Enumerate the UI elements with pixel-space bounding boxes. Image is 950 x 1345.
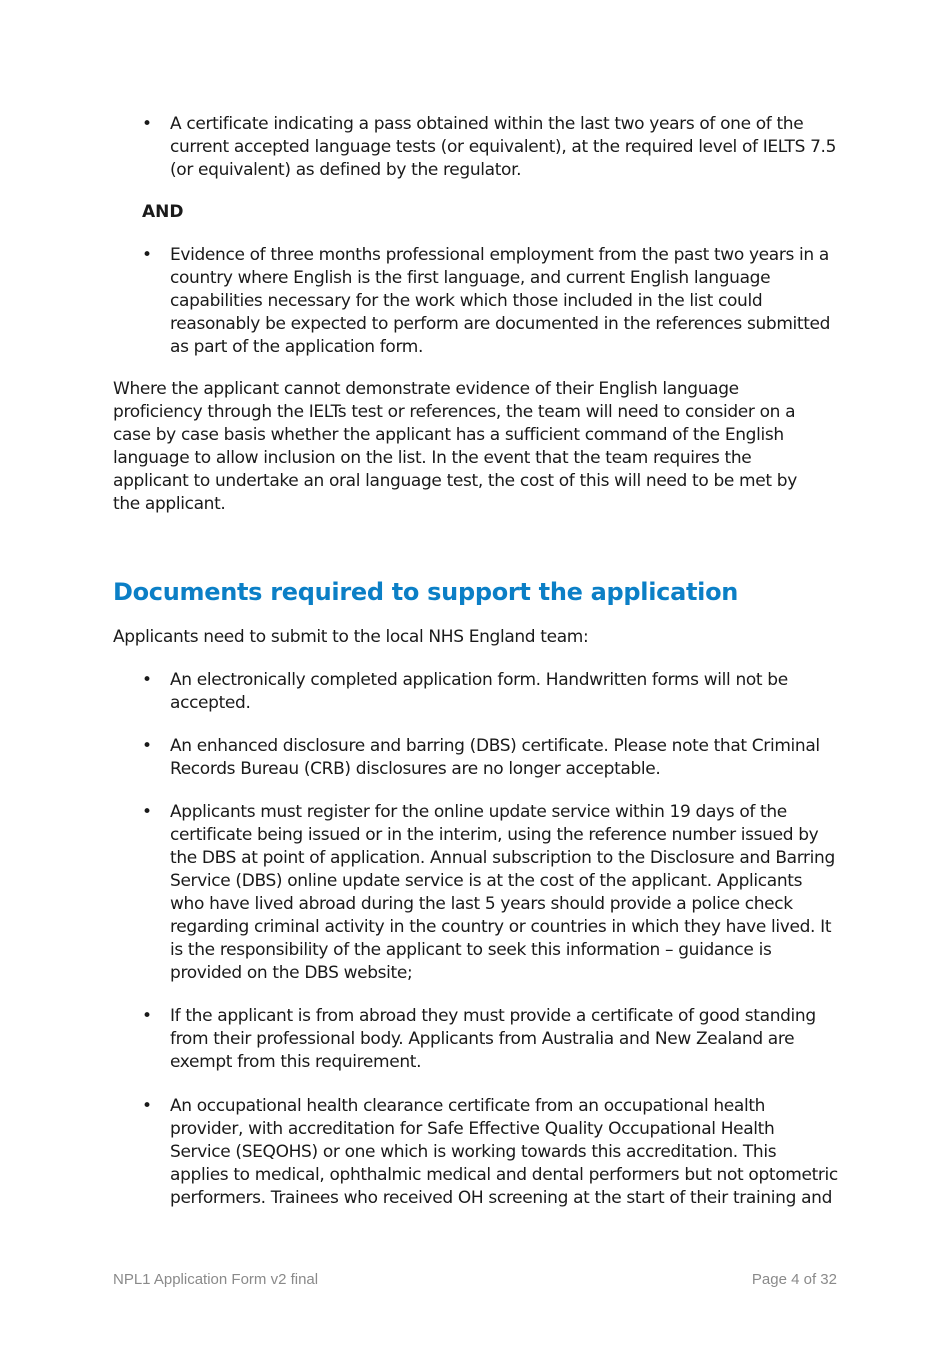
bullet-icon: •: [142, 245, 152, 265]
proficiency-paragraph: Where the applicant cannot demonstrate evidence of their English language proficiency through the IELTs test or references, the team will need to consider on a case by case basis whether the applicant has a sufficient command of the English language to allow inclusion on the list. In the event that the team requires the applicant to undertake an oral language test, the cost of this will need to be met by the applicant.: [113, 379, 797, 514]
list-item: [142, 1095, 838, 1210]
bullet-icon: •: [142, 1006, 152, 1026]
list-item: [142, 669, 838, 715]
list-item-text: If the applicant is from abroad they must provide a certificate of good standing from their professional body. Applicants from Australia and New Zealand are exempt from this requirement.: [170, 1006, 816, 1072]
list-item-text: A certificate indicating a pass obtained within the last two years of one of the current accepted language tests (or equivalent), at the required level of IELTS 7.5 (or equivalent) as defined by the regulator.: [170, 114, 837, 180]
section-intro: Applicants need to submit to the local NHS England team:: [113, 627, 589, 647]
bullet-icon: •: [142, 802, 152, 822]
list-item: [142, 1005, 838, 1074]
list-item-text: Applicants must register for the online update service within 19 days of the certificate being issued or in the interim, using the reference number issued by the DBS at point of application. Annual subscription to the Disclosure and Barring Service (DBS) online update service is at the cost of the applicant. Applicants who have lived abroad during the last 5 years should provide a police check regarding criminal activity in the country or countries in which they have lived. It is the responsibility of the applicant to seek this information – guidance is provided on the DBS website;: [170, 802, 835, 983]
and-label: AND: [142, 202, 184, 222]
footer-document-name: NPL1 Application Form v2 final: [113, 1271, 319, 1288]
list-item: [142, 801, 838, 985]
bullet-icon: •: [142, 1096, 152, 1116]
list-item: [142, 735, 838, 781]
list-item: [142, 244, 838, 359]
list-item-text: An occupational health clearance certificate from an occupational health provider, with accreditation for Safe Effective Quality Occupational Health Service (SEQOHS) or one which is working towards this accreditation. This applies to medical, ophthalmic medical and dental performers but not optometric performers. Trainees who received OH screening at the start of their training and: [170, 1096, 838, 1208]
bullet-icon: •: [142, 670, 152, 690]
list-item-text: Evidence of three months professional employment from the past two years in a country where English is the first language, and current English language capabilities necessary for the work which those included in the list could reasonably be expected to perform are documented in the references submitted as part of the application form.: [170, 245, 831, 357]
list-item: [142, 113, 838, 182]
footer-page-number: Page 4 of 32: [751, 1271, 837, 1288]
list-item-text: An enhanced disclosure and barring (DBS) certificate. Please note that Criminal Records Bureau (CRB) disclosures are no longer acceptable.: [170, 736, 820, 779]
list-item-text: An electronically completed application form. Handwritten forms will not be accepted.: [170, 670, 788, 713]
bullet-icon: •: [142, 114, 152, 134]
bullet-icon: •: [142, 736, 152, 756]
section-heading: Documents required to support the application: [113, 578, 739, 606]
